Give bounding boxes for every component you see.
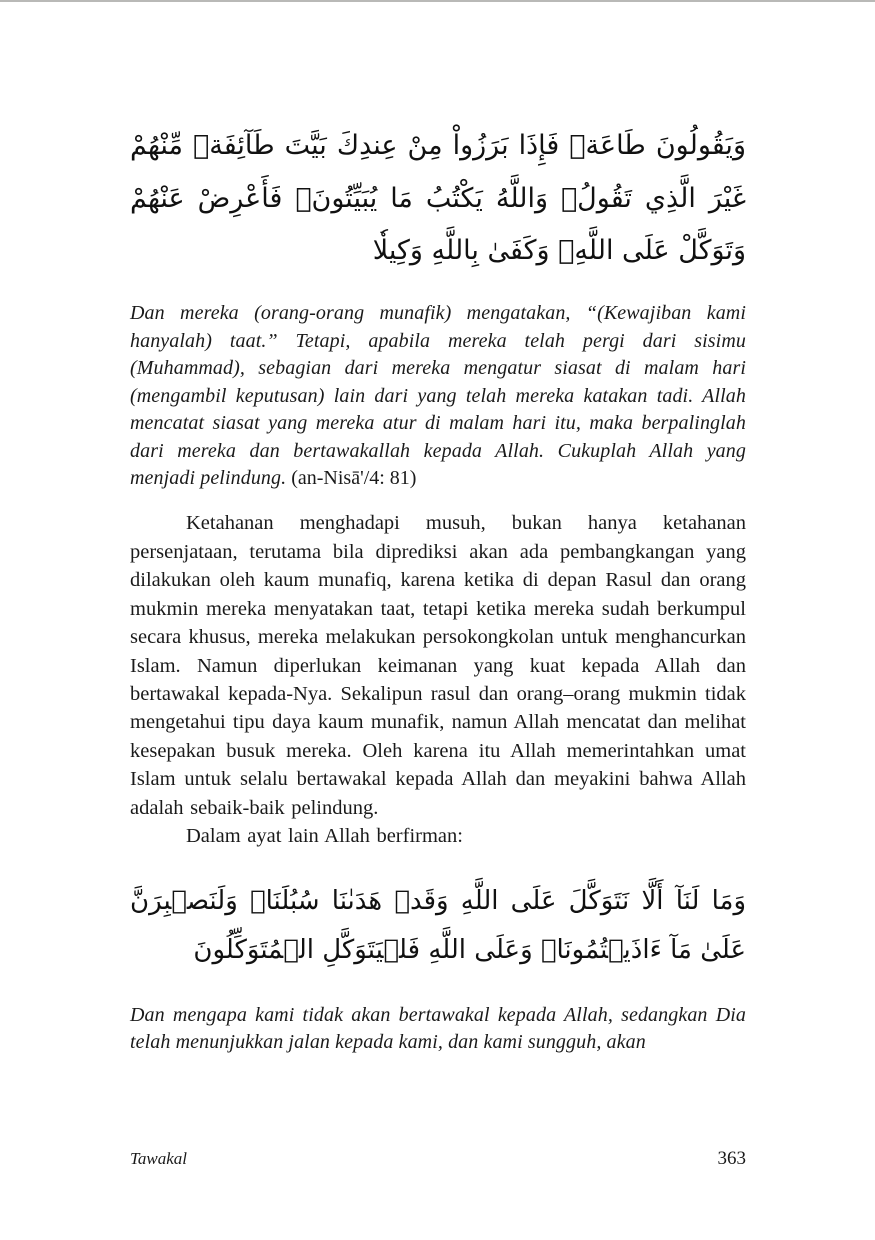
footer-page-number: 363 bbox=[717, 1148, 746, 1169]
page-content bbox=[130, 2, 746, 1073]
verse-reference: (an-Nisā'/4: 81) bbox=[286, 467, 417, 490]
arabic-verse-ibrahim-12: وَمَا لَنَآ أَلَّا نَتَوَكَّلَ عَلَى اللَّهِ وَقَدۡ هَدَىٰنَا سُبُلَنَاۚ وَلَنَصۡبِرَنَّ عَلَىٰ مَآ ءَاذَيۡتُمُونَاۚ وَعَلَى اللَّهِ فَلۡيَتَوَكَّلِ الۡمُتَوَكِّلُونَ bbox=[130, 885, 746, 966]
arabic-verse-an-nisa-81: وَيَقُولُونَ طَاعَةٞ فَإِذَا بَرَزُواْ مِنْ عِندِكَ بَيَّتَ طَآئِفَةٞ مِّنْهُمْ غَيْرَ الَّذِي تَقُولُۖ وَاللَّهُ يَكْتُبُ مَا يُبَيِّتُونَۖ فَأَعْرِضْ عَنْهُمْ وَتَوَكَّلْ عَلَى اللَّهِۚ وَكَفَىٰ بِاللَّهِ وَكِيلٗا bbox=[130, 130, 746, 267]
translation-an-nisa-81-text: Dan mereka (orang-orang munafik) mengatakan, “(Kewajiban kami hanyalah) taat.” Tetapi, apabila mereka telah pergi dari sisimu (Muhammad), sebagian dari mereka mengatur siasat di malam hari (mengambil keputusan) lain dari yang telah mereka katakan tadi. Allah mencatat siasat yang mereka atur di malam hari itu, maka berpalinglah dari mereka dan bertawakallah kepada Allah. Cukuplah Allah yang menjadi pelindung. bbox=[130, 301, 746, 490]
translation-ibrahim-12-text: Dan mengapa kami tidak akan bertawakal kepada Allah, sedangkan Dia telah menunjukkan jalan kepada kami, dan kami sungguh, akan bbox=[130, 1003, 746, 1054]
translation-an-nisa-81 bbox=[130, 300, 746, 493]
lead-in-paragraph: Dalam ayat lain Allah berfirman: bbox=[186, 825, 463, 848]
commentary-paragraph: Ketahanan menghadapi musuh, bukan hanya ketahanan persenjataan, terutama bila diprediksi akan ada pembangkangan yang dilakukan oleh kaum munafiq, karena ketika di depan Rasul dan orang mukmin mereka menyatakan taat, tetapi ketika mereka sudah berkumpul secara khusus, mereka melakukan persokongkolan untuk menghancurkan Islam. Namun diperlukan keimanan yang kuat kepada Allah dan bertawakal kepada-Nya. Sekalipun rasul dan orang–orang mukmin tidak mengetahui tipu daya kaum munafik, namun Allah mencatat dan melihat kesepakan busuk mereka. Oleh karena itu Allah memerintahkan umat Islam untuk selalu bertawakal kepada Allah dan meyakini bahwa Allah adalah sebaik-baik pelindung. bbox=[130, 512, 746, 819]
translation-ibrahim-12 bbox=[130, 1002, 746, 1057]
page-footer bbox=[130, 1148, 746, 1170]
footer-chapter-title: Tawakal bbox=[130, 1149, 188, 1168]
